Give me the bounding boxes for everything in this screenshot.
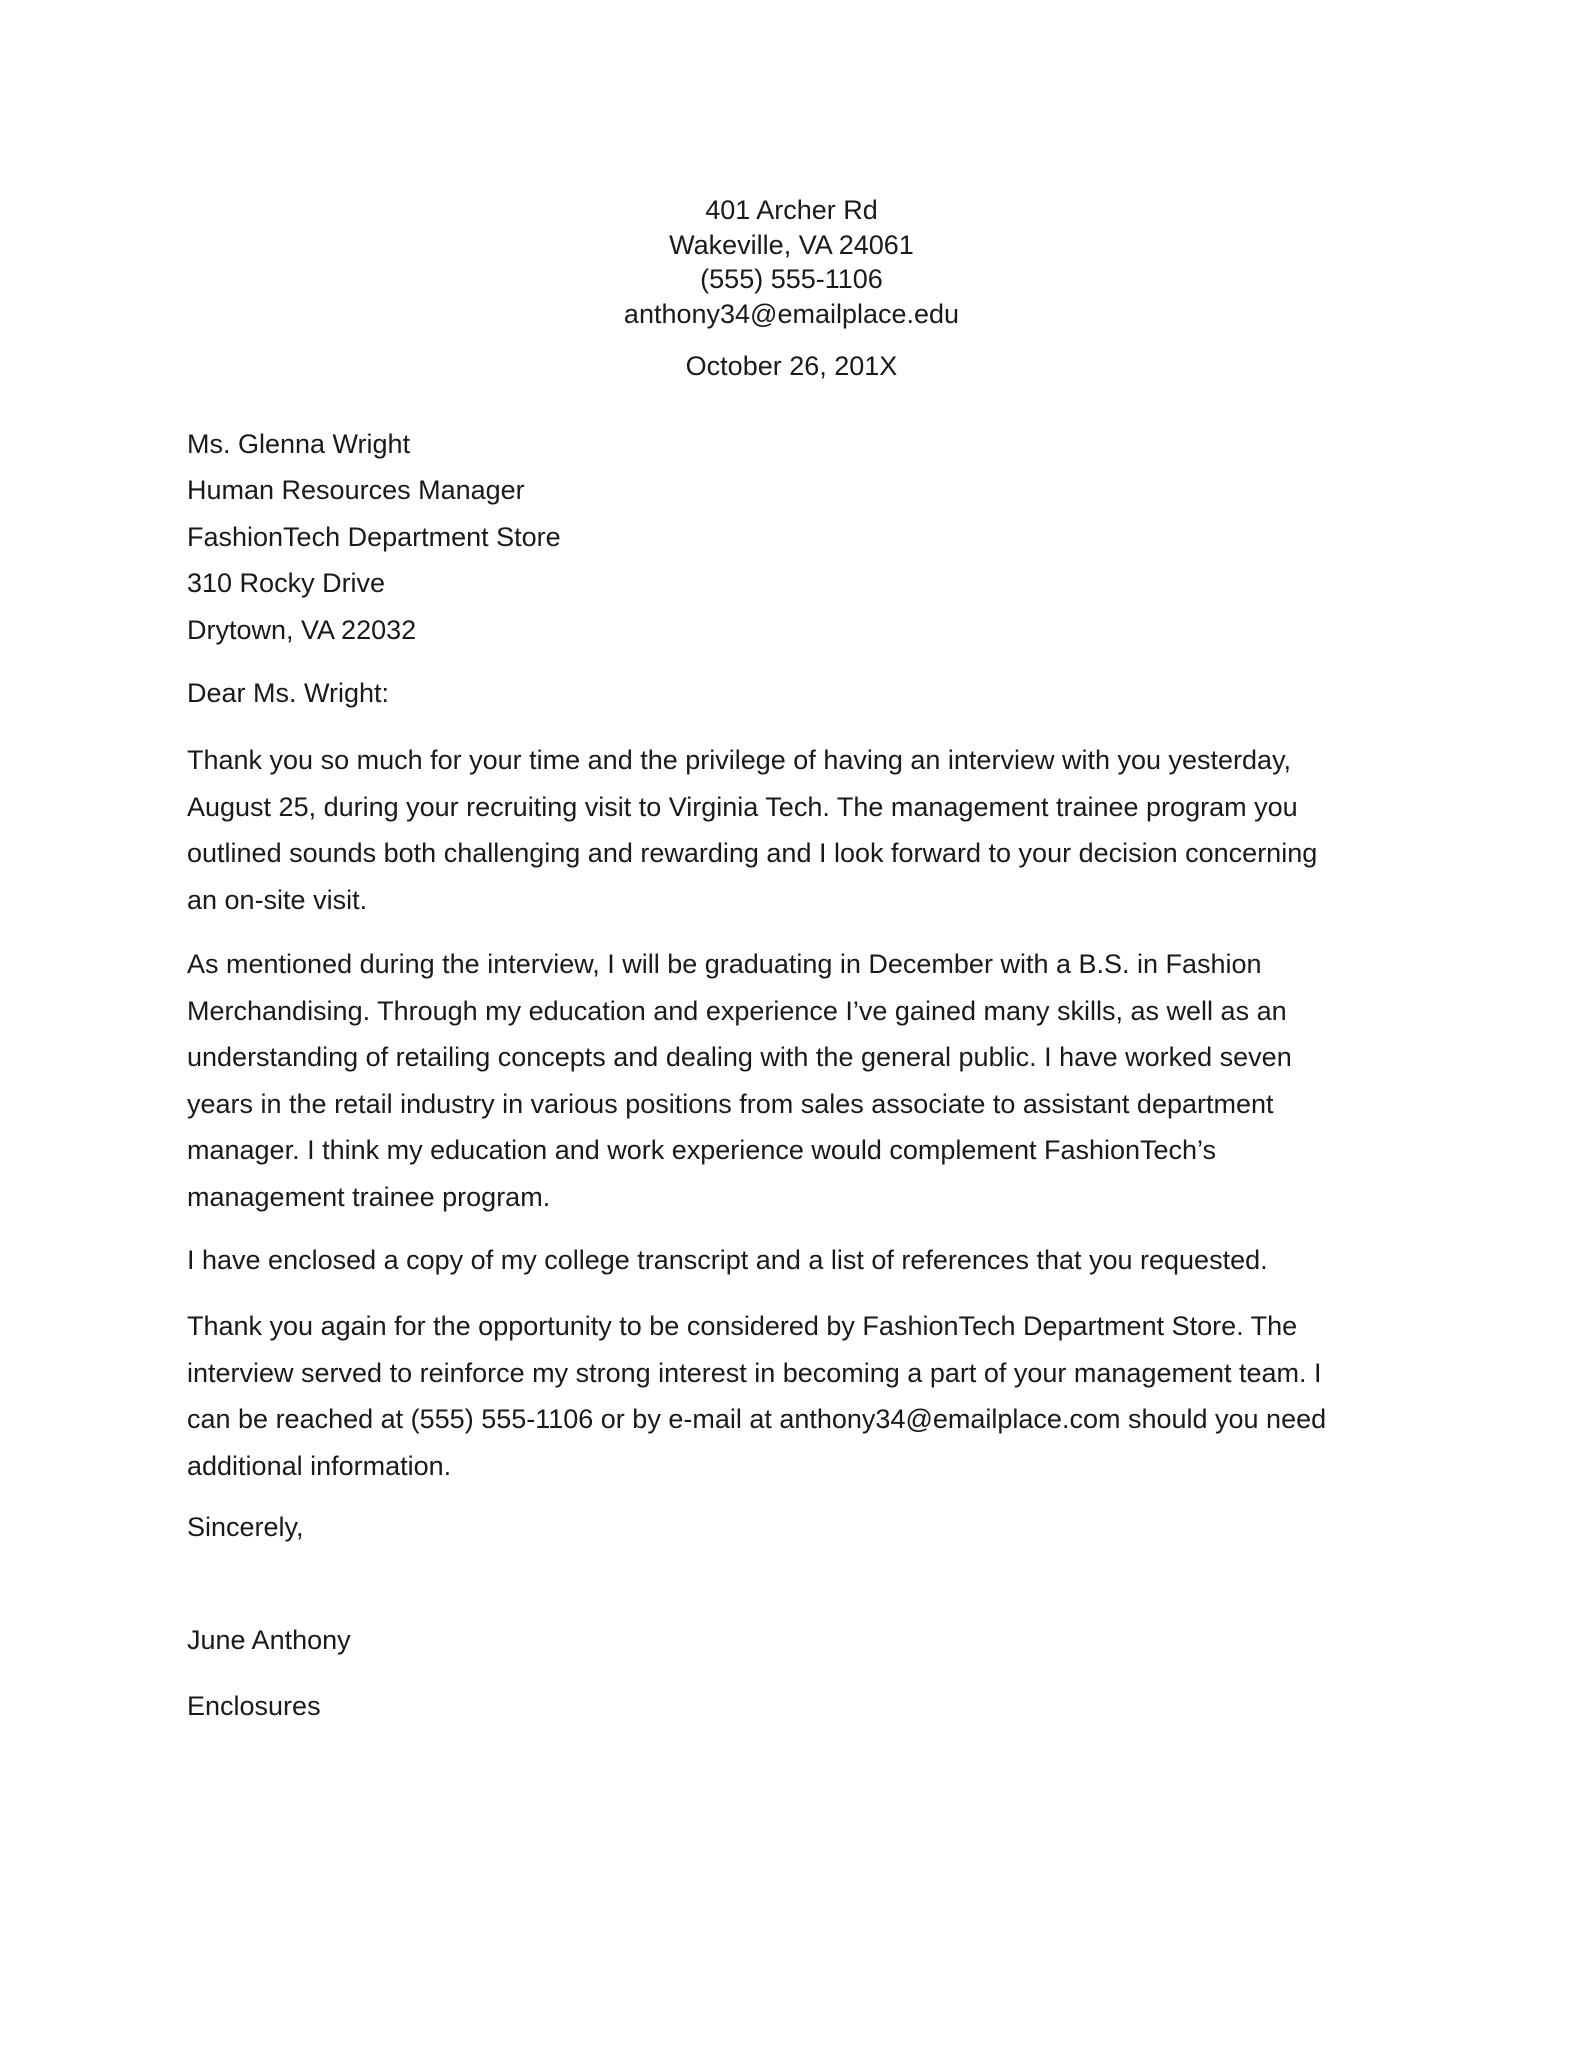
complimentary-closing: Sincerely, — [187, 1512, 304, 1542]
sender-phone: (555) 555-1106 — [700, 264, 883, 294]
salutation: Dear Ms. Wright: — [187, 678, 390, 708]
body-paragraph-4: Thank you again for the opportunity to be considered by FashionTech Department Store. The interview served to reinforce my strong interest in becoming a part of your management team. I can be reached at (555) 555-1106 or by e-mail at anthony34@emailplace.com should you need additional information. — [187, 1311, 1327, 1481]
body-paragraph-3: I have enclosed a copy of my college transcript and a list of references that you requested. — [187, 1245, 1268, 1275]
recipient-company: FashionTech Department Store — [187, 521, 561, 552]
body-paragraph-1: Thank you so much for your time and the privilege of having an interview with you yesterday, August 25, during your recruiting visit to Virginia Tech. The management trainee program you outlined sounds both challenging and rewarding and I look forward to your decision concerning an on-site visit. — [187, 745, 1318, 915]
recipient-title: Human Resources Manager — [187, 475, 525, 506]
recipient-address-block — [187, 421, 1347, 653]
enclosures-notation: Enclosures — [187, 1691, 321, 1721]
recipient-name: Ms. Glenna Wright — [187, 429, 411, 459]
recipient-street: 310 Rocky Drive — [187, 568, 386, 599]
sender-email: anthony34@emailplace.edu — [623, 298, 960, 329]
letter-date: October 26, 201X — [685, 351, 898, 381]
body-paragraph-2: As mentioned during the interview, I will be graduating in December with a B.S. in Fashion Merchandising. Through my education and experience I’ve gained many skills, as well as an understanding of retailing concepts and dealing with the general public. I have worked seven years in the retail industry in various positions from sales associate to assistant department manager. I think my education and work experience would complement FashionTech’s management trainee program. — [187, 949, 1292, 1212]
signature-name: June Anthony — [187, 1625, 351, 1655]
recipient-city-state-zip: Drytown, VA 22032 — [187, 614, 417, 645]
sender-address-block — [0, 193, 1583, 331]
sender-city-state-zip: Wakeville, VA 24061 — [669, 229, 914, 260]
sender-street: 401 Archer Rd — [705, 195, 878, 225]
